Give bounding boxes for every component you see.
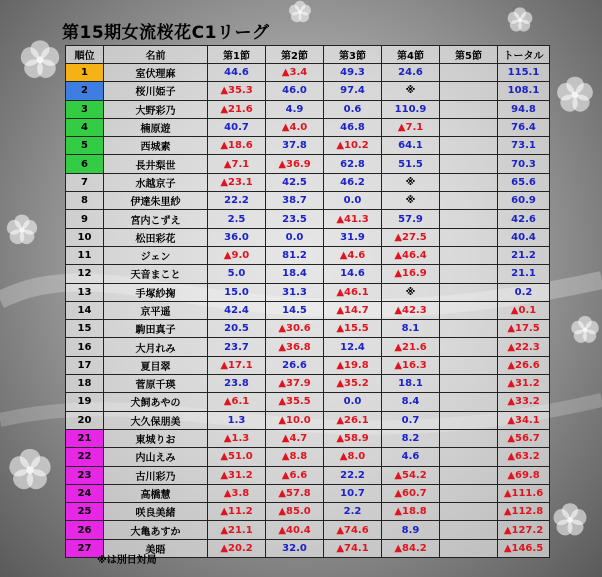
table-row — [66, 82, 550, 100]
section-4-score-cell: ▲60.7 — [382, 484, 440, 502]
rank-cell: 25 — [66, 503, 104, 521]
section-4-score-cell: ▲21.6 — [382, 338, 440, 356]
section-3-score-cell: 97.4 — [324, 82, 382, 100]
player-name-cell: 楠原遊 — [104, 118, 208, 136]
rank-cell: 14 — [66, 301, 104, 319]
standings-body — [66, 64, 550, 558]
section-5-score-cell — [440, 484, 498, 502]
section-1-score-cell: 5.0 — [208, 265, 266, 283]
table-row — [66, 118, 550, 136]
table-row — [66, 173, 550, 191]
player-name-cell: 松田彩花 — [104, 228, 208, 246]
total-score-cell: ▲111.6 — [498, 484, 550, 502]
section-3-score-cell: 62.8 — [324, 155, 382, 173]
section-5-score-cell — [440, 137, 498, 155]
section-3-score-cell: ▲74.1 — [324, 539, 382, 557]
rank-cell: 9 — [66, 210, 104, 228]
section-2-score-cell: ▲57.8 — [266, 484, 324, 502]
section-4-score-cell: 18.1 — [382, 375, 440, 393]
section-4-score-cell: 64.1 — [382, 137, 440, 155]
section-1-score-cell: 23.7 — [208, 338, 266, 356]
section-4-score-cell: 51.5 — [382, 155, 440, 173]
section-5-score-cell — [440, 210, 498, 228]
section-5-score-cell — [440, 246, 498, 264]
player-name-cell: 桜川姫子 — [104, 82, 208, 100]
total-score-cell: 70.3 — [498, 155, 550, 173]
section-2-score-cell: 0.0 — [266, 228, 324, 246]
section-4-score-cell: ※ — [382, 82, 440, 100]
rank-cell: 17 — [66, 356, 104, 374]
rank-cell: 19 — [66, 393, 104, 411]
section-2-score-cell: ▲10.0 — [266, 411, 324, 429]
section-1-score-cell: 36.0 — [208, 228, 266, 246]
section-1-score-cell: ▲17.1 — [208, 356, 266, 374]
section-1-score-cell: ▲11.2 — [208, 503, 266, 521]
section-5-score-cell — [440, 64, 498, 82]
section-2-score-cell: 18.4 — [266, 265, 324, 283]
player-name-cell: 菅原千瑛 — [104, 375, 208, 393]
player-name-cell: 京平遥 — [104, 301, 208, 319]
player-name-cell: 犬飼あやの — [104, 393, 208, 411]
section-4-score-cell: 8.4 — [382, 393, 440, 411]
table-row — [66, 155, 550, 173]
section-4-score-cell: ▲84.2 — [382, 539, 440, 557]
section-5-score-cell — [440, 393, 498, 411]
section-3-score-cell: ▲8.0 — [324, 448, 382, 466]
total-score-cell: ▲17.5 — [498, 320, 550, 338]
section-1-score-cell: 1.3 — [208, 411, 266, 429]
header-section-3: 第3節 — [324, 46, 382, 64]
player-name-cell: 内山えみ — [104, 448, 208, 466]
section-2-score-cell: ▲85.0 — [266, 503, 324, 521]
section-1-score-cell: 2.5 — [208, 210, 266, 228]
section-5-score-cell — [440, 503, 498, 521]
section-1-score-cell: 20.5 — [208, 320, 266, 338]
table-row — [66, 521, 550, 539]
rank-cell: 3 — [66, 100, 104, 118]
section-5-score-cell — [440, 100, 498, 118]
player-name-cell: 伊達朱里紗 — [104, 192, 208, 210]
table-row — [66, 210, 550, 228]
rank-cell: 23 — [66, 466, 104, 484]
section-1-score-cell: 44.6 — [208, 64, 266, 82]
table-row — [66, 429, 550, 447]
header-rank: 順位 — [66, 46, 104, 64]
player-name-cell: 長井梨世 — [104, 155, 208, 173]
section-1-score-cell: ▲31.2 — [208, 466, 266, 484]
section-3-score-cell: ▲4.6 — [324, 246, 382, 264]
total-score-cell: 60.9 — [498, 192, 550, 210]
rank-cell: 5 — [66, 137, 104, 155]
total-score-cell: 108.1 — [498, 82, 550, 100]
table-row — [66, 375, 550, 393]
player-name-cell: 古川彩乃 — [104, 466, 208, 484]
player-name-cell: 美晤 — [104, 539, 208, 557]
total-score-cell: 115.1 — [498, 64, 550, 82]
section-4-score-cell: ※ — [382, 283, 440, 301]
total-score-cell: ▲31.2 — [498, 375, 550, 393]
header-section-2: 第2節 — [266, 46, 324, 64]
section-2-score-cell: ▲36.8 — [266, 338, 324, 356]
section-5-score-cell — [440, 301, 498, 319]
section-1-score-cell: 15.0 — [208, 283, 266, 301]
section-5-score-cell — [440, 82, 498, 100]
rank-cell: 20 — [66, 411, 104, 429]
section-2-score-cell: ▲8.8 — [266, 448, 324, 466]
section-5-score-cell — [440, 521, 498, 539]
section-3-score-cell: 46.2 — [324, 173, 382, 191]
section-2-score-cell: 42.5 — [266, 173, 324, 191]
section-2-score-cell: ▲40.4 — [266, 521, 324, 539]
section-1-score-cell: ▲7.1 — [208, 155, 266, 173]
total-score-cell: ▲112.8 — [498, 503, 550, 521]
section-2-score-cell: 37.8 — [266, 137, 324, 155]
section-2-score-cell: 4.9 — [266, 100, 324, 118]
section-4-score-cell: 8.1 — [382, 320, 440, 338]
table-row — [66, 393, 550, 411]
section-3-score-cell: 46.8 — [324, 118, 382, 136]
section-5-score-cell — [440, 356, 498, 374]
total-score-cell: 42.6 — [498, 210, 550, 228]
player-name-cell: 手塚紗掬 — [104, 283, 208, 301]
section-5-score-cell — [440, 411, 498, 429]
total-score-cell: ▲56.7 — [498, 429, 550, 447]
section-5-score-cell — [440, 448, 498, 466]
section-3-score-cell: 49.3 — [324, 64, 382, 82]
section-3-score-cell: 14.6 — [324, 265, 382, 283]
section-3-score-cell: 31.9 — [324, 228, 382, 246]
rank-cell: 22 — [66, 448, 104, 466]
section-5-score-cell — [440, 338, 498, 356]
section-2-score-cell: 32.0 — [266, 539, 324, 557]
section-1-score-cell: ▲18.6 — [208, 137, 266, 155]
table-row — [66, 301, 550, 319]
section-2-score-cell: 31.3 — [266, 283, 324, 301]
section-1-score-cell: ▲21.6 — [208, 100, 266, 118]
section-3-score-cell: 2.2 — [324, 503, 382, 521]
total-score-cell: 94.8 — [498, 100, 550, 118]
player-name-cell: 夏目翠 — [104, 356, 208, 374]
section-4-score-cell: 57.9 — [382, 210, 440, 228]
section-4-score-cell: 8.2 — [382, 429, 440, 447]
rank-cell: 26 — [66, 521, 104, 539]
rank-cell: 2 — [66, 82, 104, 100]
section-3-score-cell: ▲74.6 — [324, 521, 382, 539]
section-4-score-cell: ▲16.9 — [382, 265, 440, 283]
total-score-cell: ▲69.8 — [498, 466, 550, 484]
total-score-cell: 21.2 — [498, 246, 550, 264]
total-score-cell: ▲127.2 — [498, 521, 550, 539]
section-3-score-cell: ▲26.1 — [324, 411, 382, 429]
rank-cell: 8 — [66, 192, 104, 210]
rank-cell: 1 — [66, 64, 104, 82]
section-2-score-cell: 81.2 — [266, 246, 324, 264]
section-1-score-cell: ▲51.0 — [208, 448, 266, 466]
section-2-score-cell: ▲6.6 — [266, 466, 324, 484]
total-score-cell: 0.2 — [498, 283, 550, 301]
section-2-score-cell: 23.5 — [266, 210, 324, 228]
section-5-score-cell — [440, 429, 498, 447]
section-3-score-cell: ▲58.9 — [324, 429, 382, 447]
section-3-score-cell: 10.7 — [324, 484, 382, 502]
section-2-score-cell: 46.0 — [266, 82, 324, 100]
section-2-score-cell: ▲36.9 — [266, 155, 324, 173]
player-name-cell: 高橋慧 — [104, 484, 208, 502]
total-score-cell: 65.6 — [498, 173, 550, 191]
player-name-cell: ジェン — [104, 246, 208, 264]
player-name-cell: 水越京子 — [104, 173, 208, 191]
section-1-score-cell: ▲35.3 — [208, 82, 266, 100]
total-score-cell: ▲0.1 — [498, 301, 550, 319]
section-4-score-cell: ▲27.5 — [382, 228, 440, 246]
rank-cell: 15 — [66, 320, 104, 338]
section-5-score-cell — [440, 466, 498, 484]
rank-cell: 10 — [66, 228, 104, 246]
total-score-cell: ▲26.6 — [498, 356, 550, 374]
table-row — [66, 356, 550, 374]
section-5-score-cell — [440, 283, 498, 301]
rank-cell: 27 — [66, 539, 104, 557]
section-1-score-cell: ▲23.1 — [208, 173, 266, 191]
total-score-cell: ▲34.1 — [498, 411, 550, 429]
section-5-score-cell — [440, 375, 498, 393]
rank-cell: 18 — [66, 375, 104, 393]
section-4-score-cell: ▲42.3 — [382, 301, 440, 319]
section-1-score-cell: ▲6.1 — [208, 393, 266, 411]
section-3-score-cell: ▲46.1 — [324, 283, 382, 301]
section-2-score-cell: ▲37.9 — [266, 375, 324, 393]
section-4-score-cell: ※ — [382, 173, 440, 191]
section-3-score-cell: 0.6 — [324, 100, 382, 118]
table-row — [66, 320, 550, 338]
player-name-cell: 室伏理麻 — [104, 64, 208, 82]
total-score-cell: ▲146.5 — [498, 539, 550, 557]
rank-cell: 21 — [66, 429, 104, 447]
rank-cell: 16 — [66, 338, 104, 356]
section-3-score-cell: ▲41.3 — [324, 210, 382, 228]
player-name-cell: 西城素 — [104, 137, 208, 155]
section-2-score-cell: 14.5 — [266, 301, 324, 319]
section-1-score-cell: ▲20.2 — [208, 539, 266, 557]
table-row — [66, 484, 550, 502]
player-name-cell: 大亀あすか — [104, 521, 208, 539]
section-5-score-cell — [440, 118, 498, 136]
section-1-score-cell: ▲21.1 — [208, 521, 266, 539]
section-3-score-cell: 12.4 — [324, 338, 382, 356]
section-1-score-cell: 22.2 — [208, 192, 266, 210]
section-5-score-cell — [440, 320, 498, 338]
section-4-score-cell: ▲7.1 — [382, 118, 440, 136]
rank-cell: 6 — [66, 155, 104, 173]
rank-cell: 12 — [66, 265, 104, 283]
section-4-score-cell: ▲18.8 — [382, 503, 440, 521]
player-name-cell: 咲良美緒 — [104, 503, 208, 521]
section-5-score-cell — [440, 539, 498, 557]
rank-cell: 13 — [66, 283, 104, 301]
rank-cell: 24 — [66, 484, 104, 502]
section-5-score-cell — [440, 228, 498, 246]
player-name-cell: 宮内こずえ — [104, 210, 208, 228]
section-4-score-cell: 110.9 — [382, 100, 440, 118]
section-4-score-cell: 8.9 — [382, 521, 440, 539]
section-3-score-cell: ▲15.5 — [324, 320, 382, 338]
table-row — [66, 64, 550, 82]
section-1-score-cell: ▲9.0 — [208, 246, 266, 264]
total-score-cell: ▲33.2 — [498, 393, 550, 411]
table-header-row — [66, 46, 550, 64]
section-2-score-cell: ▲30.6 — [266, 320, 324, 338]
section-2-score-cell: ▲4.0 — [266, 118, 324, 136]
table-row — [66, 338, 550, 356]
header-section-4: 第4節 — [382, 46, 440, 64]
section-1-score-cell: 40.7 — [208, 118, 266, 136]
rank-cell: 11 — [66, 246, 104, 264]
section-1-score-cell: 42.4 — [208, 301, 266, 319]
footnote: ※は別日対局 — [97, 555, 157, 566]
section-2-score-cell: ▲35.5 — [266, 393, 324, 411]
rank-cell: 7 — [66, 173, 104, 191]
section-3-score-cell: ▲35.2 — [324, 375, 382, 393]
section-4-score-cell: ▲54.2 — [382, 466, 440, 484]
section-5-score-cell — [440, 265, 498, 283]
section-1-score-cell: 23.8 — [208, 375, 266, 393]
total-score-cell: 40.4 — [498, 228, 550, 246]
table-row — [66, 228, 550, 246]
table-row — [66, 503, 550, 521]
table-row — [66, 265, 550, 283]
header-name: 名前 — [104, 46, 208, 64]
total-score-cell: 21.1 — [498, 265, 550, 283]
player-name-cell: 東城りお — [104, 429, 208, 447]
section-1-score-cell: ▲3.8 — [208, 484, 266, 502]
section-4-score-cell: 24.6 — [382, 64, 440, 82]
section-2-score-cell: ▲3.4 — [266, 64, 324, 82]
table-row — [66, 283, 550, 301]
section-2-score-cell: ▲4.7 — [266, 429, 324, 447]
section-1-score-cell: ▲1.3 — [208, 429, 266, 447]
player-name-cell: 大野彩乃 — [104, 100, 208, 118]
player-name-cell: 大月れみ — [104, 338, 208, 356]
section-4-score-cell: ※ — [382, 192, 440, 210]
standings-table — [65, 45, 550, 558]
table-row — [66, 100, 550, 118]
table-row — [66, 137, 550, 155]
section-3-score-cell: ▲10.2 — [324, 137, 382, 155]
section-3-score-cell: 0.0 — [324, 393, 382, 411]
table-row — [66, 192, 550, 210]
total-score-cell: ▲63.2 — [498, 448, 550, 466]
player-name-cell: 天音まこと — [104, 265, 208, 283]
section-4-score-cell: 4.6 — [382, 448, 440, 466]
section-3-score-cell: ▲19.8 — [324, 356, 382, 374]
player-name-cell: 大久保朋美 — [104, 411, 208, 429]
section-4-score-cell: ▲46.4 — [382, 246, 440, 264]
section-2-score-cell: 26.6 — [266, 356, 324, 374]
section-5-score-cell — [440, 155, 498, 173]
header-total: トータル — [498, 46, 550, 64]
section-3-score-cell: 0.0 — [324, 192, 382, 210]
player-name-cell: 駒田真子 — [104, 320, 208, 338]
total-score-cell: 73.1 — [498, 137, 550, 155]
section-3-score-cell: 22.2 — [324, 466, 382, 484]
table-row — [66, 246, 550, 264]
section-5-score-cell — [440, 173, 498, 191]
table-row — [66, 448, 550, 466]
header-section-5: 第5節 — [440, 46, 498, 64]
page-title: 第15期女流桜花C1リーグ — [62, 23, 270, 43]
total-score-cell: ▲22.3 — [498, 338, 550, 356]
rank-cell: 4 — [66, 118, 104, 136]
section-3-score-cell: ▲14.7 — [324, 301, 382, 319]
table-row — [66, 411, 550, 429]
header-section-1: 第1節 — [208, 46, 266, 64]
section-5-score-cell — [440, 192, 498, 210]
section-4-score-cell: ▲16.3 — [382, 356, 440, 374]
section-4-score-cell: 0.7 — [382, 411, 440, 429]
section-2-score-cell: 38.7 — [266, 192, 324, 210]
total-score-cell: 76.4 — [498, 118, 550, 136]
table-row — [66, 466, 550, 484]
